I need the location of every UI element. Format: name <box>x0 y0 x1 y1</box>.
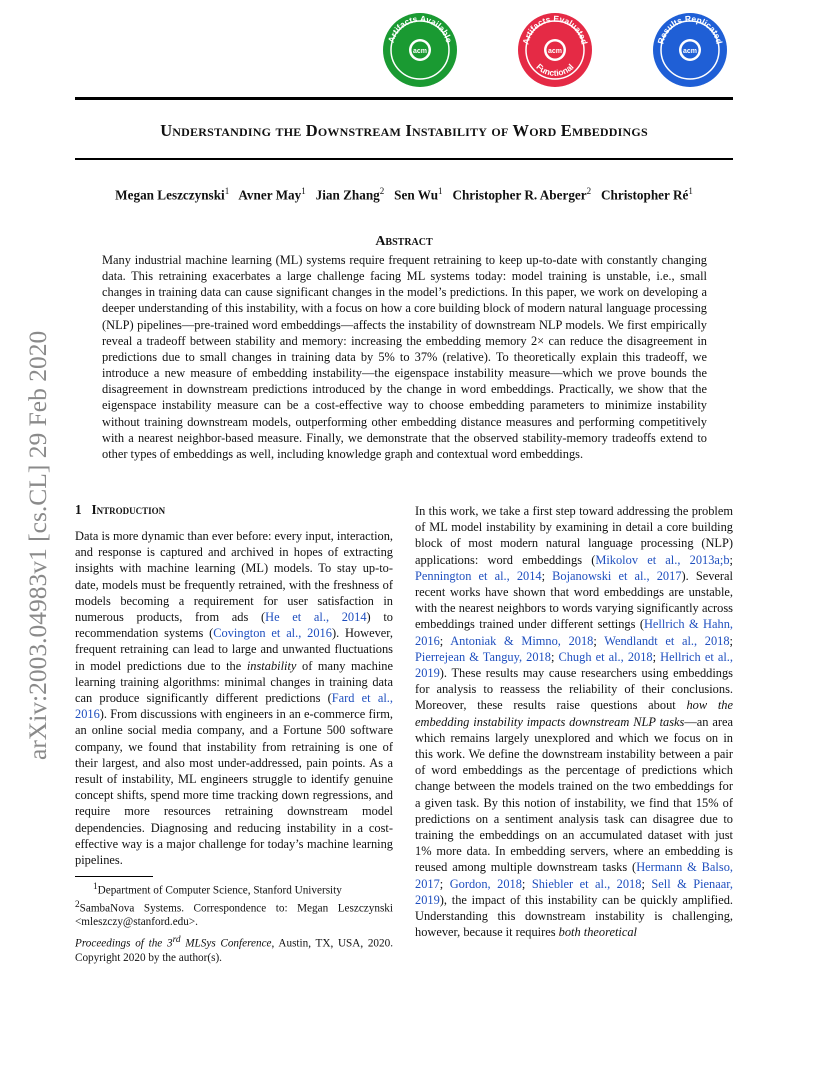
badge-2-center: acm <box>547 48 563 55</box>
section-heading <box>75 502 165 518</box>
results-replicated-badge <box>652 12 728 88</box>
citation-link[interactable]: Chugh et al., 2018 <box>558 649 653 664</box>
citation-link[interactable]: Gordon, 2018 <box>449 876 522 891</box>
author: Christopher Ré <box>601 187 689 203</box>
intro-paragraph: Data is more dynamic than ever before: every input, interaction, and response is captured and archived in hopes of extracting insights with machine learning (ML) models. To stay up-to-date, models must be frequently retrained, with the freshness of models becoming a requirement for user satisfaction in numerous products, from ads (He et al., 2014) to recommendation systems (Covington et al., 2016). However, frequent retraining can lead to large and unwanted fluctuations in model predictions due to the instability of many machine learning training algorithms: minimal changes in training data can produce significantly different predictions (Fard et al., 2016). From discussions with engineers in an e-commerce firm, an online social media company, and a Fortune 500 software company, we found that instability from retraining is one of their largest, and also most under-addressed, pain points. As a result of instability, ML engineers struggle to identify genuine concept shifts, spend more time tracking down regressions, and require more resources retraining downstream model dependencies. Diagnosing and reducing instability in a cost-effective way is a major challenge for today’s machine learning pipelines. <box>75 529 393 868</box>
badge-3-center: acm <box>682 48 698 55</box>
arxiv-stamp <box>16 290 56 760</box>
author: Sen Wu <box>394 187 439 203</box>
section-title: Introduction <box>91 502 166 517</box>
citation-link[interactable]: Covington et al., 2016 <box>213 626 332 641</box>
badge-1-center: acm <box>412 48 428 55</box>
citation-link[interactable]: Shiebler et al., 2018 <box>531 876 642 891</box>
author: Christopher R. Aberger <box>452 187 587 203</box>
citation-link[interactable]: Wendlandt et al., 2018 <box>604 633 730 648</box>
citation-link[interactable]: Hellrich & Hahn, 2016 <box>415 617 733 648</box>
arxiv-id: arXiv:2003.04983v1 [cs.CL] 29 Feb 2020 <box>23 330 52 760</box>
badge-3-label: Results Replicated <box>655 13 725 46</box>
author: Jian Zhang <box>315 187 380 203</box>
abstract-text: Many industrial machine learning (ML) systems require frequent retraining to keep up-to-date with constantly changing data. This retraining exacerbates a large challenge facing ML systems today: model training is unstable, i.e., small changes in training data can cause significant changes in the model’s predictions. In this paper, we work on developing a deeper understanding of this instability, with a focus on how a core building block of modern natural language processing (NLP) pipelines—pre-trained word embeddings—affects the instability of downstream NLP models. We first empirically reveal a tradeoff between stability and memory: increasing the embedding memory 2× can reduce the disagreement in predictions due to small changes in training data by 5% to 37% (relative). To theoretically explain this tradeoff, we introduce a new measure of embedding instability—the eigenspace instability measure—which we prove bounds the disagreement in downstream predictions introduced by the change in word embeddings. Practically, we show that the eigenspace instability measure can be a cost-effective way to choose embedding parameters to minimize instability without training downstream models, outperforming other embedding distance measures and performing competitively with a nearest neighbor-based measure. Finally, we demonstrate that the observed stability-memory tradeoffs extend to other types of embeddings as well, including knowledge graph and contextual word embeddings. <box>102 253 707 461</box>
citation-link[interactable]: Pierrejean & Tanguy, 2018 <box>415 649 551 664</box>
citation-link[interactable]: Pennington et al., 2014 <box>415 568 542 583</box>
citation-link[interactable]: Bojanowski et al., 2017 <box>552 568 682 583</box>
citation-link[interactable]: He et al., 2014 <box>265 610 367 625</box>
abstract-heading: Abstract <box>375 234 433 249</box>
author: Avner May <box>238 187 302 203</box>
proceedings-note: Proceedings of the 3rd MLSys Conference, Austin, TX, USA, 2020. Copyright 2020 by the author(s). <box>75 935 393 964</box>
citation-link[interactable]: Sell & Pienaar, 2019 <box>415 876 733 907</box>
title-rule-bottom <box>75 158 733 160</box>
citation-link[interactable]: Antoniak & Mimno, 2018 <box>450 633 594 648</box>
title-rule-top <box>75 97 733 100</box>
badge-2-label: Artifacts Evaluated <box>520 13 590 46</box>
citation-link[interactable]: Mikolov et al., 2013a;b <box>595 552 730 567</box>
artifacts-evaluated-badge <box>517 12 593 88</box>
badge-1-label: Artifacts Available <box>385 13 455 44</box>
badge-2-sublabel: Functional <box>534 61 576 78</box>
author: Megan Leszczynski <box>115 187 225 203</box>
paper-title: Understanding the Downstream Instability of Word Embeddings <box>160 121 648 140</box>
footnote-rule <box>75 876 153 877</box>
citation-link[interactable]: Hellrich et al., 2019 <box>415 649 733 681</box>
footnote-affiliations: $^1$Department of Computer Science, Stanford University $^2$SambaNova Systems. Correspondence to: Megan Leszczynski <mleszczy@stanford.edu>. <box>75 882 393 929</box>
artifacts-available-badge <box>382 12 458 88</box>
author-list: Megan Leszczynski$^1$ Avner May$^1$ Jian Zhang$^2$ Sen Wu$^1$ Christopher R. Aberger$^2$ Christopher $Ré^1$ <box>115 186 693 203</box>
citation-link[interactable]: Fard et al., 2016 <box>75 691 393 722</box>
citation-link[interactable]: Hermann & Balso, 2017 <box>415 860 733 891</box>
intro-paragraph-right: In this work, we take a first step toward addressing the problem of ML model instability by examining in detail a core building block of most modern natural language processing (NLP) applications: word embeddings (Mikolov et al., 2013a;b; Pennington et al., 2014; Bojanowski et al., 2017). Several recent works have shown that word embeddings are unstable, with the nearest neighbors to words varying significantly across embeddings trained under different settings (Hellrich & Hahn, 2016; Antoniak & Mimno, 2018; Wendlandt et al., 2018; Pierrejean & Tanguy, 2018; Chugh et al., 2018; Hellrich et al., 2019). These results may cause researchers using embeddings for analysis to reassess the reliability of their conclusions. Moreover, these results raise questions about how the embedding instability impacts downstream NLP tasks—an area which remains largely unexplored and which we focus on in this work. We define the downstream instability between a pair of word embeddings as the percentage of predictions which change between the models trained on the two embeddings for a given task. By this notion of instability, we find that 15% of predictions on a sentiment analysis task can disagree due to training the embeddings on an accumulated dataset with just 1% more data. In embedding servers, where an embedding is reused among multiple downstream tasks (Hermann & Balso, 2017; Gordon, 2018; Shiebler et al., 2018; Sell & Pienaar, 2019), the impact of this instability can be quickly amplified. Understanding this downstream instability is challenging, however, because it requires both theoretical <box>415 504 733 940</box>
section-number: 1 <box>75 502 82 517</box>
